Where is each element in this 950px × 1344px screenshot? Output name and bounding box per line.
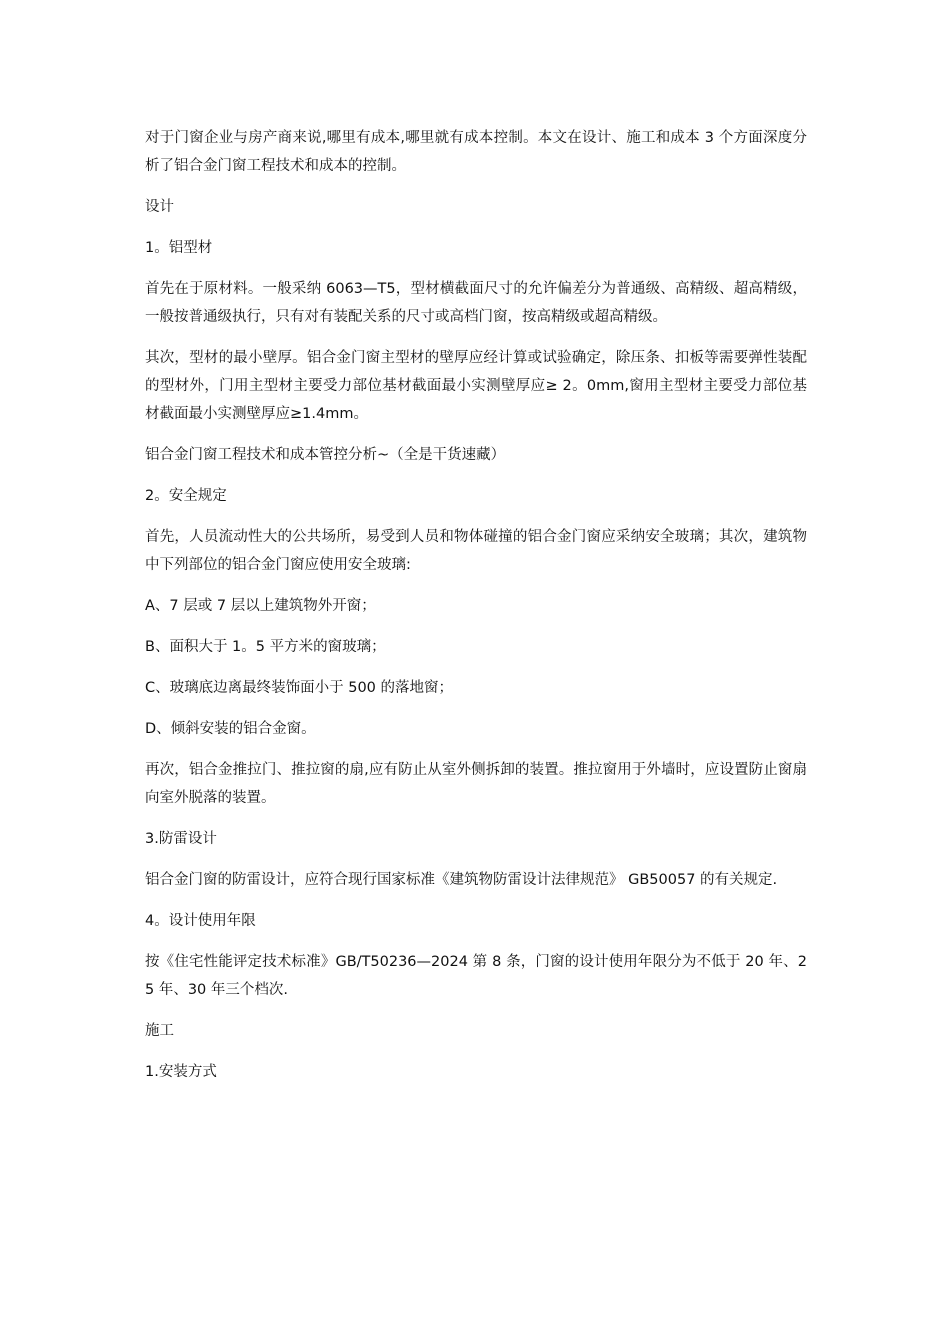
paragraph-sliding-window: 再次，铝合金推拉门、推拉窗的扇,应有防止从室外侧拆卸的装置。推拉窗用于外墙时，应设置防止窗扇向室外脱落的装置。: [145, 762, 807, 806]
subheading-safety: 2。安全规定: [145, 488, 227, 504]
intro-paragraph: 对于门窗企业与房产商来说,哪里有成本,哪里就有成本控制。本文在设计、施工和成本 3 个方面深度分析了铝合金门窗工程技术和成本的控制。: [145, 130, 807, 174]
list-item-a: A、7 层或 7 层以上建筑物外开窗；: [145, 598, 376, 614]
paragraph-service-life: 按《住宅性能评定技术标准》GB/T50236—2024 第 8 条，门窗的设计使用年限分为不低于 20 年、25 年、30 年三个档次.: [145, 954, 807, 998]
list-item-b: B、面积大于 1。5 平方米的窗玻璃；: [145, 639, 386, 655]
section-heading-design: 设计: [145, 199, 174, 215]
paragraph-raw-material: 首先在于原材料。一般采纳 6063—T5，型材横截面尺寸的允许偏差分为普通级、高精级、超高精级，一般按普通级执行，只有对有装配关系的尺寸或高档门窗，按高精级或超高精级。: [145, 281, 807, 325]
subheading-installation: 1.安装方式: [145, 1064, 217, 1080]
paragraph-lightning-design: 铝合金门窗的防雷设计，应符合现行国家标准《建筑物防雷设计法律规范》 GB50057 的有关规定.: [145, 872, 778, 888]
section-heading-construction: 施工: [145, 1023, 174, 1039]
list-item-c: C、玻璃底边离最终装饰面小于 500 的落地窗；: [145, 680, 454, 696]
paragraph-safety-glass: 首先，人员流动性大的公共场所，易受到人员和物体碰撞的铝合金门窗应采纳安全玻璃；其次，建筑物中下列部位的铝合金门窗应使用安全玻璃:: [145, 529, 807, 573]
subheading-aluminum-profile: 1。铝型材: [145, 240, 213, 256]
document-body: [145, 124, 807, 1099]
list-item-d: D、倾斜安装的铝合金窗。: [145, 721, 316, 737]
paragraph-wall-thickness: 其次，型材的最小壁厚。铝合金门窗主型材的壁厚应经计算或试验确定，除压条、扣板等需要弹性装配的型材外，门用主型材主要受力部位基材截面最小实测壁厚应≥ 2。0mm,窗用主型材主要受力部位基材截面最小实测壁厚应≥1.4mm。: [145, 350, 807, 422]
subheading-lightning: 3.防雷设计: [145, 831, 217, 847]
subheading-service-life: 4。设计使用年限: [145, 913, 256, 929]
paragraph-article-title: 铝合金门窗工程技术和成本管控分析~（全是干货速藏）: [145, 447, 506, 463]
